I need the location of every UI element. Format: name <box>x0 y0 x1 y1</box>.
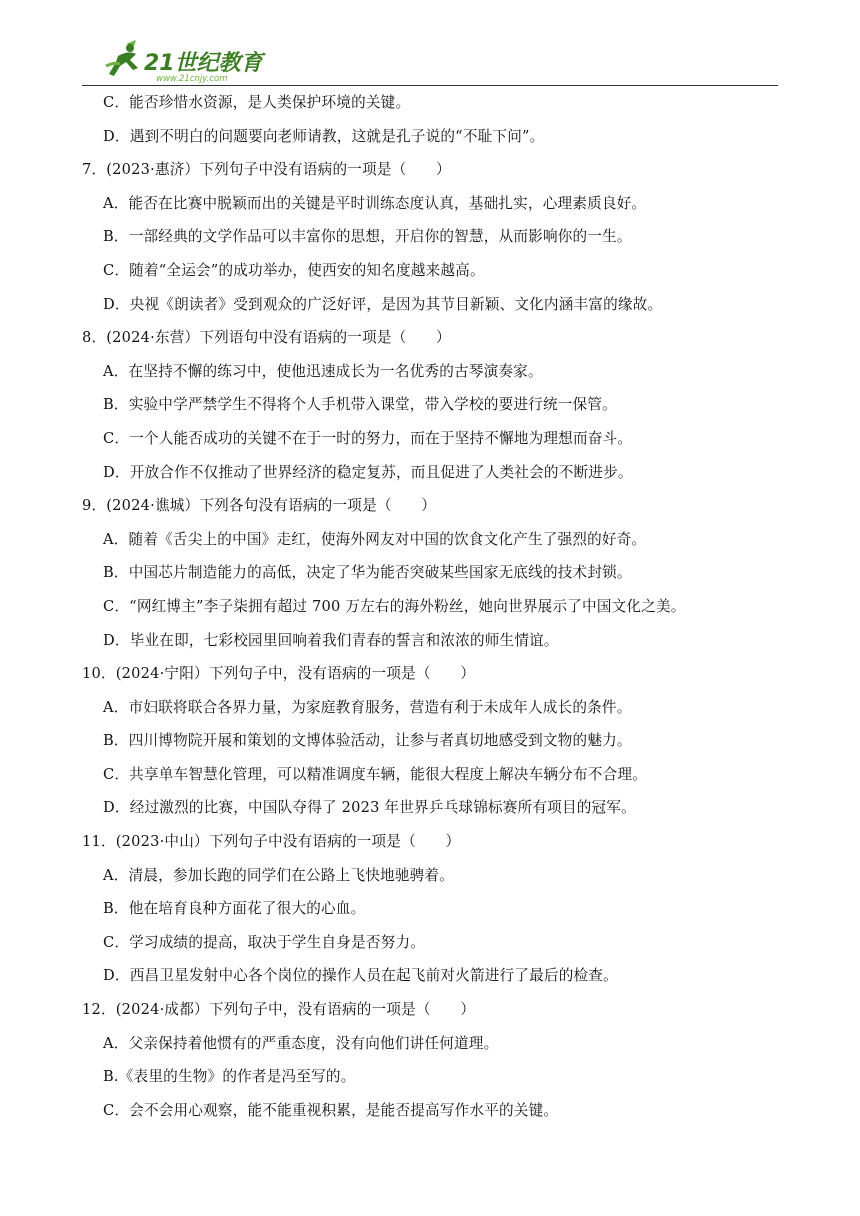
answer-option: C．共享单车智慧化管理，可以精准调度车辆，能很大程度上解决车辆分布不合理。 <box>103 765 647 783</box>
answer-option: B.《表里的生物》的作者是冯至写的。 <box>103 1068 356 1086</box>
answer-option: C．一个人能否成功的关键不在于一时的努力，而在于坚持不懈地为理想而奋斗。 <box>103 429 633 447</box>
answer-option: A．能否在比赛中脱颖而出的关键是平时训练态度认真，基础扎实，心理素质良好。 <box>103 194 647 212</box>
answer-option: B．一部经典的文学作品可以丰富你的思想，开启你的智慧，从而影响你的一生。 <box>103 228 632 246</box>
question-stem: 12．(2024·成都）下列句子中，没有语病的一项是（ ） <box>82 1001 476 1019</box>
answer-option: B．他在培育良种方面花了很大的心血。 <box>103 900 366 918</box>
question-stem: 11．(2023·中山）下列句子中没有语病的一项是（ ） <box>82 833 461 851</box>
logo <box>100 36 280 86</box>
logo-icon <box>100 36 280 86</box>
answer-option: C．会不会用心观察，能不能重视积累，是能否提高写作水平的关键。 <box>103 1101 559 1119</box>
answer-option: C．随着“全运会”的成功举办，使西安的知名度越来越高。 <box>103 261 485 279</box>
answer-option: B．实验中学严禁学生不得将个人手机带入课堂，带入学校的要进行统一保管。 <box>103 396 617 414</box>
answer-option: D．遇到不明白的问题要向老师请教，这就是孔子说的“不耻下问”。 <box>103 127 545 145</box>
answer-option: C．“网红博主”李子柒拥有超过 700 万左右的海外粉丝，她向世界展示了中国文化之美。 <box>103 597 686 615</box>
answer-option: A．在坚持不懈的练习中，使他迅速成长为一名优秀的古琴演奏家。 <box>103 362 543 380</box>
logo-sub-text: www.21cnjy.com <box>156 74 228 84</box>
answer-option: C．学习成绩的提高，取决于学生自身是否努力。 <box>103 933 426 951</box>
answer-option: A．父亲保持着他惯有的严重态度，没有向他们讲任何道理。 <box>103 1034 499 1052</box>
answer-option: A．清晨，参加长跑的同学们在公路上飞快地驰骋着。 <box>103 866 454 884</box>
answer-option: D．开放合作不仅推动了世界经济的稳定复苏，而且促进了人类社会的不断进步。 <box>103 463 633 481</box>
answer-option: C．能否珍惜水资源，是人类保护环境的关键。 <box>103 94 411 111</box>
question-stem: 7．(2023·惠济）下列句子中没有语病的一项是（ ） <box>82 161 451 179</box>
question-stem: 9．(2024·谯城）下列各句没有语病的一项是（ ） <box>82 497 437 515</box>
answer-option: D．央视《朗读者》受到观众的广泛好评，是因为其节目新颖、文化内涵丰富的缘故。 <box>103 295 663 313</box>
answer-option: B．四川博物院开展和策划的文博体验活动，让参与者真切地感受到文物的魅力。 <box>103 732 632 750</box>
question-stem: 8．(2024·东营）下列语句中没有语病的一项是（ ） <box>82 329 451 347</box>
question-list <box>82 86 782 1127</box>
logo-main-text: 21世纪教育 <box>144 51 263 76</box>
answer-option: A．随着《舌尖上的中国》走红，使海外网友对中国的饮食文化产生了强烈的好奇。 <box>103 530 647 548</box>
answer-option: B．中国芯片制造能力的高低，决定了华为能否突破某些国家无底线的技术封锁。 <box>103 564 632 582</box>
question-stem: 10．(2024·宁阳）下列句子中，没有语病的一项是（ ） <box>82 665 476 683</box>
answer-option: A．市妇联将联合各界力量，为家庭教育服务，营造有利于未成年人成长的条件。 <box>103 698 632 716</box>
answer-option: D．西昌卫星发射中心各个岗位的操作人员在起飞前对火箭进行了最后的检查。 <box>103 967 618 985</box>
answer-option: D．经过激烈的比赛，中国队夺得了 2023 年世界乒乓球锦标赛所有项目的冠军。 <box>103 799 636 817</box>
page-header <box>0 0 860 90</box>
answer-option: D．毕业在即，七彩校园里回响着我们青春的誓言和浓浓的师生情谊。 <box>103 631 559 649</box>
